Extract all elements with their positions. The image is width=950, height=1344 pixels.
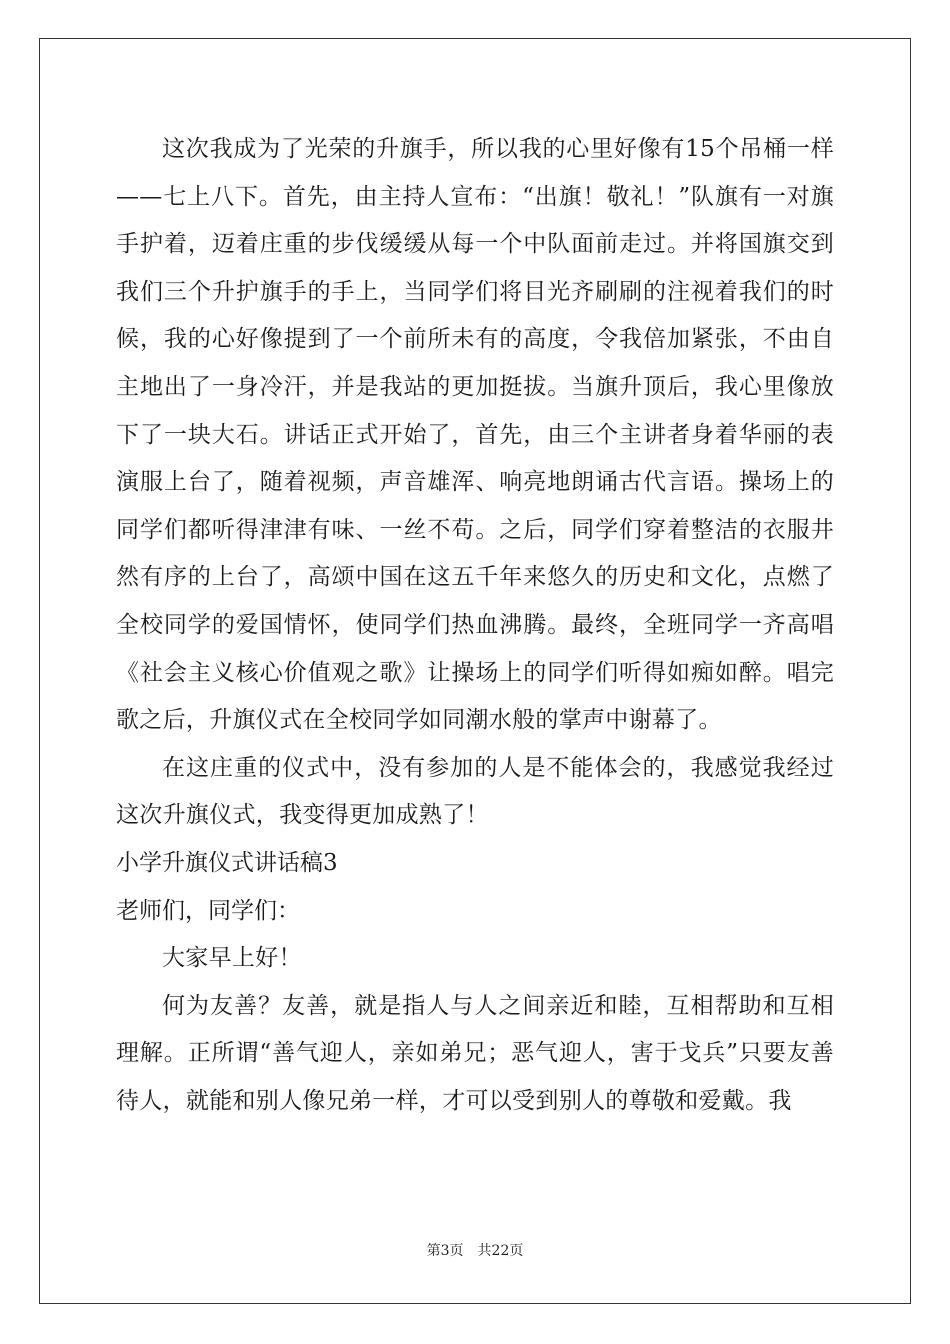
salutation: 老师们，同学们： (116, 897, 300, 924)
paragraph-friendliness: 何为友善？友善，就是指人与人之间亲近和睦，互相帮助和互相理解。正所谓“善气迎人，亲如弟兄；恶气迎人，害于戈兵”只要友善待人，就能和别人像兄弟一样，才可以受到别人的尊敬和爱戴。我 (116, 992, 834, 1114)
greeting: 大家早上好！ (162, 945, 302, 972)
paragraph-flag-ceremony: 这次我成为了光荣的升旗手，所以我的心里好像有15个吊桶一样——七上八下。首先，由主持人宣布：“出旗！敬礼！”队旗有一对旗手护着，迈着庄重的步伐缓缓从每一个中队面前走过。并将国旗交到我们三个升护旗手的手上，当同学们将目光齐刷刷的注视着我们的时候，我的心好像提到了一个前所未有的高度，令我倍加紧张，不由自主地出了一身冷汗，并是我站的更加挺拔。当旗升顶后，我心里像放下了一块大石。讲话正式开始了，首先，由三个主讲者身着华丽的表演服上台了，随着视频，声音雄浑、响亮地朗诵古代言语。操场上的同学们都听得津津有味、一丝不苟。之后，同学们穿着整洁的衣服井然有序的上台了，高颂中国在这五千年来悠久的历史和文化，点燃了全校同学的爱国情怀，使同学们热血沸腾。最终，全班同学一齐高唱《社会主义核心价值观之歌》让操场上的同学们听得如痴如醉。唱完歌之后，升旗仪式在全校同学如同潮水般的掌声中谢幕了。 (116, 136, 834, 734)
page-total: 共22页 (477, 1243, 524, 1259)
page-number: 第3页 (426, 1243, 464, 1259)
paragraph-conclusion: 在这庄重的仪式中，没有参加的人是不能体会的，我感觉我经过这次升旗仪式，我变得更加成熟了！ (116, 754, 834, 829)
document-body (116, 126, 834, 1125)
page-footer (0, 1240, 950, 1260)
section-title: 小学升旗仪式讲话稿3 (116, 849, 338, 876)
